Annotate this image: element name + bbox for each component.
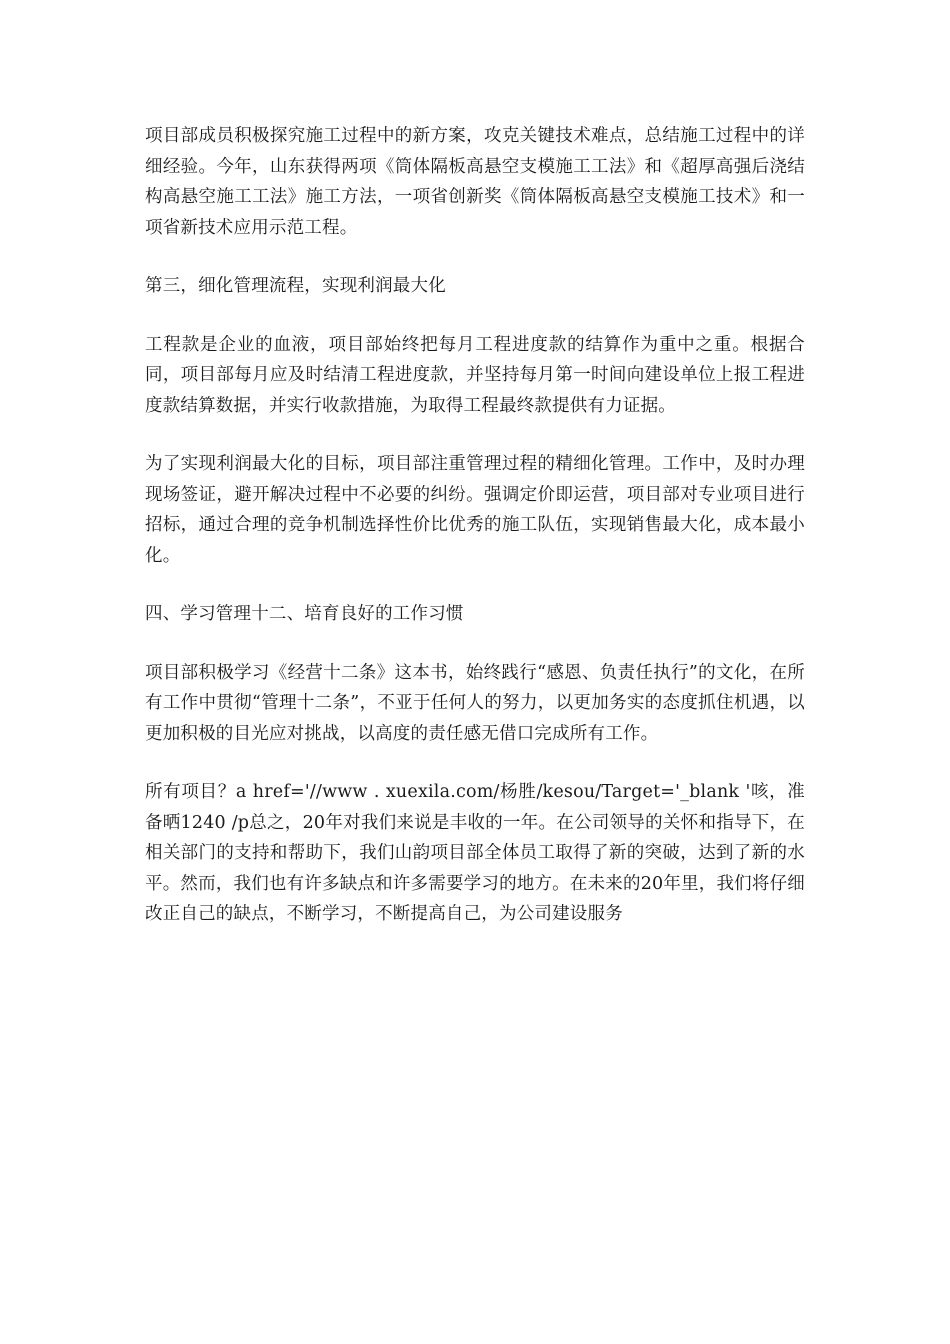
paragraph-innovation: 项目部成员积极探究施工过程中的新方案，攻克关键技术难点，总结施工过程中的详细经验。今年，山东获得两项《筒体隔板高悬空支模施工工法》和《超厚高强后浇结构高悬空施工工法》施工方法，一项省创新奖《筒体隔板高悬空支模施工技术》和一项省新技术应用示范工程。 xyxy=(145,126,805,238)
paragraph-study-twelve-rules: 项目部积极学习《经营十二条》这本书，始终践行“感恩、负责任执行”的文化，在所有工作中贯彻“管理十二条”，不亚于任何人的努力，以更加务实的态度抓住机遇，以更加积极的目光应对挑战，以高度的责任感无借口完成所有工作。 xyxy=(145,662,805,744)
document-body xyxy=(145,121,805,958)
paragraph-project-payment: 工程款是企业的血液，项目部始终把每月工程进度款的结算作为重中之重。根据合同，项目部每月应及时结清工程进度款，并坚持每月第一时间向建设单位上报工程进度款结算数据，并实行收款措施，为取得工程最终款提供有力证据。 xyxy=(145,334,805,416)
section-heading-third: 第三，细化管理流程，实现利润最大化 xyxy=(145,276,446,296)
paragraph-profit-maximization: 为了实现利润最大化的目标，项目部注重管理过程的精细化管理。工作中，及时办理现场签证，避开解决过程中不必要的纠纷。强调定价即运营，项目部对专业项目进行招标，通过合理的竞争机制选择性价比优秀的施工队伍，实现销售最大化，成本最小化。 xyxy=(145,454,805,566)
section-heading-fourth: 四、学习管理十二、培育良好的工作习惯 xyxy=(145,604,464,624)
paragraph-summary: 所有项目？a href='//www . xuexila.com/杨胜/kesou/Target='_blank '咳，准备晒1240 /p总之，20年对我们来说是丰收的一年。在公司领导的关怀和指导下，在相关部门的支持和帮助下，我们山韵项目部全体员工取得了新的突破，达到了新的水平。然而，我们也有许多缺点和许多需要学习的地方。在未来的20年里，我们将仔细改正自己的缺点，不断学习，不断提高自己，为公司建设服务 xyxy=(145,782,805,924)
